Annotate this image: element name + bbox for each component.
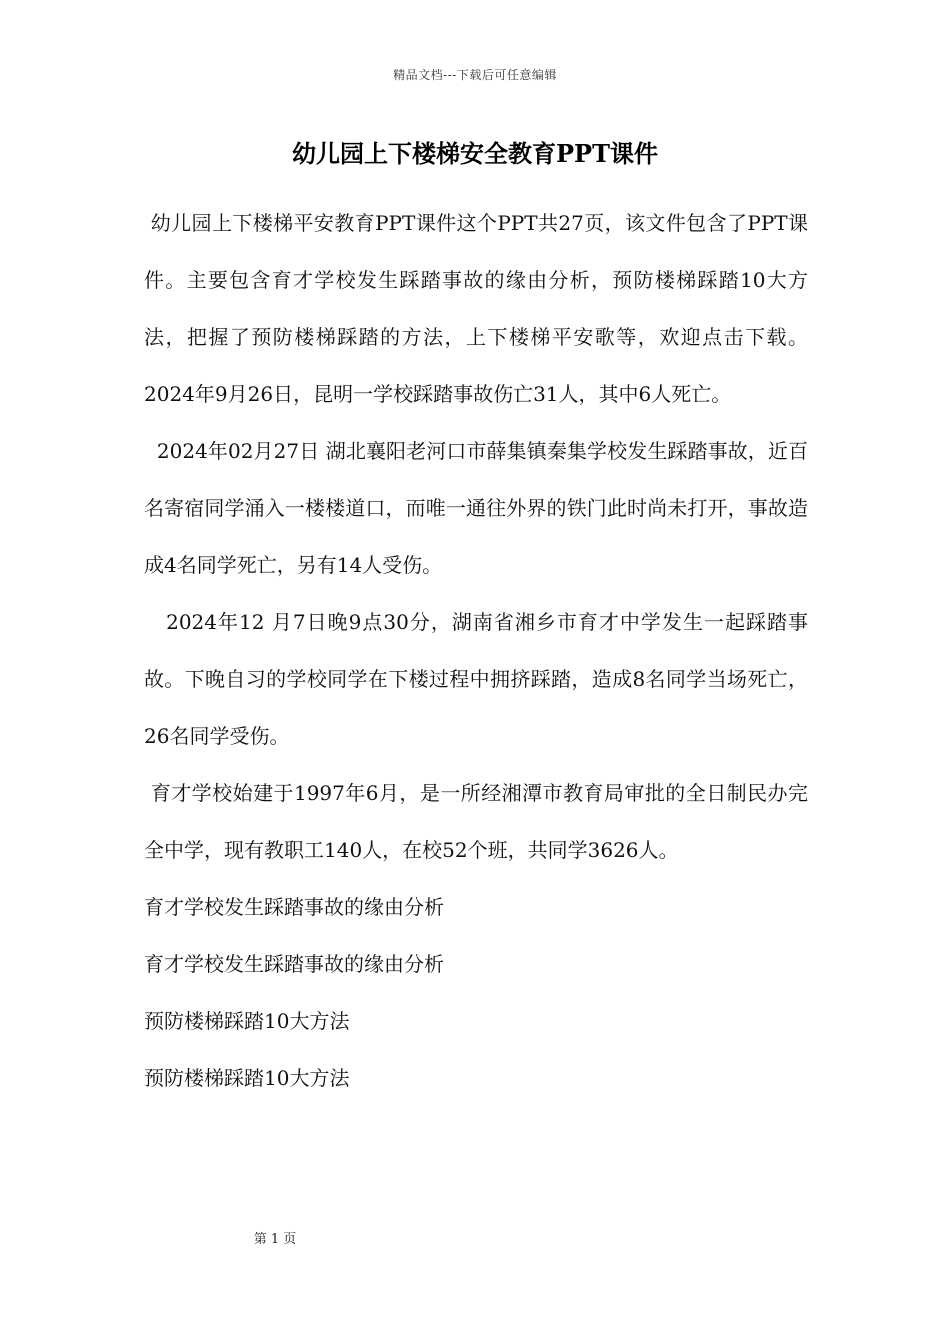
heading-cause-analysis: 育才学校发生踩踏事故的缘由分析 bbox=[144, 952, 444, 976]
paragraph-intro: 幼儿园上下楼梯平安教育PPT课件这个PPT共27页，该文件包含了PPT课件。主要包含育才学校发生踩踏事故的缘由分析，预防楼梯踩踏10大方法，把握了预防楼梯踩踏的方法，上下楼梯平安歌等，欢迎点击下载。2024年9月26日，昆明一学校踩踏事故伤亡31人，其中6人死亡。 bbox=[144, 211, 809, 406]
paragraph-hubei-incident: 2024年02月27日 湖北襄阳老河口市薛集镇秦集学校发生踩踏事故，近百名寄宿同学涌入一楼楼道口，而唯一通往外界的铁门此时尚未打开，事故造成4名同学死亡，另有14人受伤。 bbox=[144, 439, 809, 577]
document-title: 幼儿园上下楼梯安全教育PPT课件 bbox=[292, 139, 658, 168]
paragraph-hunan-incident: 2024年12 月7日晚9点30分，湖南省湘乡市育才中学发生一起踩踏事故。下晚自习的学校同学在下楼过程中拥挤踩踏，造成8名同学当场死亡，26名同学受伤。 bbox=[144, 610, 808, 748]
paragraph-school-info: 育才学校始建于1997年6月，是一所经湘潭市教育局审批的全日制民办完全中学，现有教职工140人，在校52个班，共同学3626人。 bbox=[144, 781, 808, 862]
document-body bbox=[144, 195, 808, 1107]
heading-prevention-methods: 预防楼梯踩踏10大方法 bbox=[144, 1066, 350, 1090]
page-header: 精品文档---下载后可任意编辑 bbox=[393, 68, 557, 82]
page-number: 第 1 页 bbox=[253, 1232, 297, 1247]
heading-prevention-methods: 预防楼梯踩踏10大方法 bbox=[144, 1009, 350, 1033]
heading-cause-analysis: 育才学校发生踩踏事故的缘由分析 bbox=[144, 895, 444, 919]
